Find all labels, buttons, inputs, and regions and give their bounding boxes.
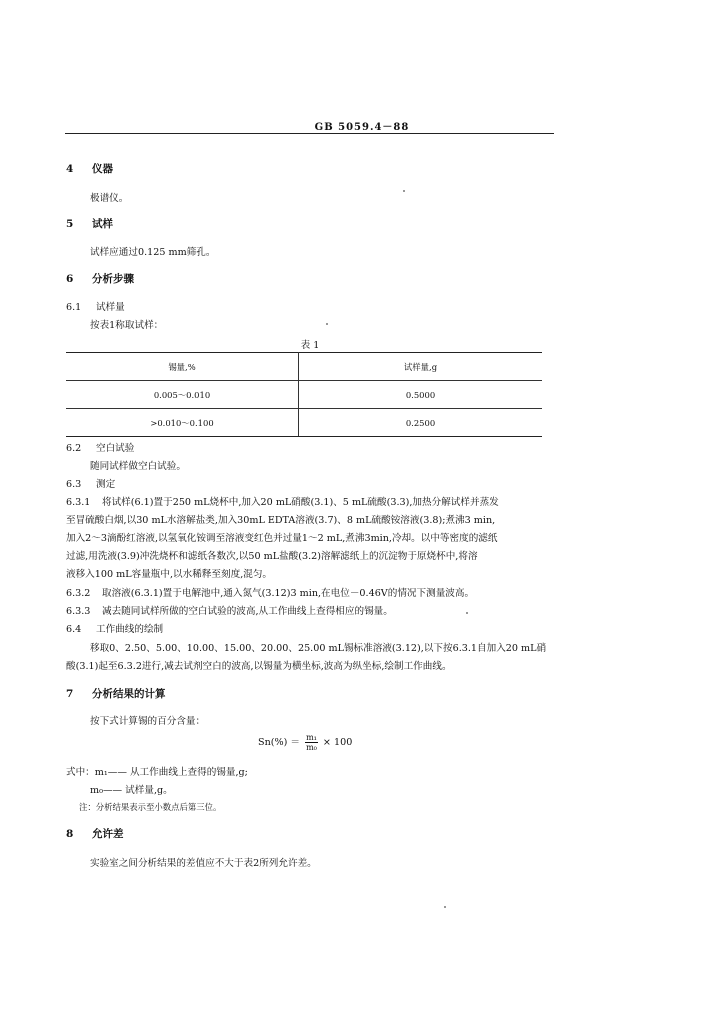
section-number: 6: [66, 273, 74, 285]
subsection-number: 6.2: [66, 443, 82, 454]
paragraph-6-3-1-line-5: 液移入100 mL容量瓶中,以水稀释至刻度,混匀。: [66, 569, 273, 580]
paragraph-6-4-line-2: 酸(3.1)起至6.3.2进行,减去试剂空白的波高,以锡量为横坐标,波高为纵坐标,绘制工作曲线。: [66, 661, 452, 672]
section-number: 5: [66, 218, 74, 230]
section-title: 分析结果的计算: [92, 688, 166, 700]
result-note: 注：分析结果表示至小数点后第三位。: [79, 802, 222, 812]
subsection-number: 6.3: [66, 479, 82, 490]
section-number: 8: [66, 828, 74, 840]
table-cell: 0.005～0.010: [66, 381, 299, 409]
subsection-title: 测定: [96, 479, 116, 490]
formula-fraction: [305, 733, 318, 752]
subsection-number: 6.3.3: [66, 606, 91, 617]
paragraph-6-3-1-line-2: 至冒硫酸白烟,以30 mL水溶解盐类,加入30mL EDTA溶液(3.7)、8 mL硫酸铵溶液(3.8);煮沸3 min,: [66, 515, 496, 526]
subsection-title: 空白试验: [96, 443, 135, 454]
paragraph-6-3-3: [66, 603, 393, 617]
subsection-number: 6.1: [66, 302, 82, 313]
section-title: 允许差: [92, 828, 124, 840]
scan-speck: [326, 323, 328, 325]
subsection-title: 试样量: [96, 302, 125, 313]
table-cell: >0.010～0.100: [66, 409, 299, 437]
paragraph-6-3-1-line-4: 过滤,用洗液(3.9)冲洗烧杯和滤纸各数次,以50 mL盐酸(3.2)溶解滤纸上的沉淀物于原烧杯中,将溶: [66, 551, 478, 562]
formula-numerator: m₁: [306, 733, 317, 742]
section-title: 分析步骤: [92, 273, 134, 285]
subsection-6-1-heading: [66, 299, 125, 313]
paragraph-6-4-line-1: 移取0、2.50、5.00、10.00、15.00、20.00、25.00 mL锡标准溶液(3.12),以下按6.3.1自加入20 mL硝: [90, 643, 547, 654]
subsection-number: 6.4: [66, 624, 82, 635]
table-header-tin-content: 锡量,%: [66, 353, 299, 381]
formula-where-line-2: m₀—— 试样量,g。: [90, 785, 173, 796]
formula-where-line-1: 式中：m₁—— 从工作曲线上查得的锡量,g;: [66, 767, 248, 778]
section-8-text: 实验室之间分析结果的差值应不大于表2所列允许差。: [90, 858, 317, 869]
table-row: [66, 381, 542, 409]
section-5-text: 试样应通过0.125 mm筛孔。: [90, 247, 216, 258]
subsection-6-2-heading: [66, 440, 134, 454]
subsection-6-4-heading: [66, 621, 163, 635]
formula-lhs: Sn(%) ＝: [258, 737, 300, 748]
section-8-heading: [66, 826, 124, 841]
subsection-6-2-text: 随同试样做空白试验。: [90, 461, 186, 472]
section-title: 仪器: [92, 163, 113, 175]
paragraph-text: 将试样(6.1)置于250 mL烧杯中,加入20 mL硝酸(3.1)、5 mL硫酸(3.3),加热分解试样并蒸发: [102, 497, 499, 508]
section-number: 4: [66, 163, 74, 175]
paragraph-text: 取溶液(6.3.1)置于电解池中,通入氮气(3.12)3 min,在电位－0.46V的情况下测量波高。: [102, 588, 475, 599]
scan-speck: [403, 190, 405, 192]
formula-rhs: × 100: [322, 737, 353, 748]
paragraph-6-3-1-line-1: [66, 494, 499, 508]
table-1-caption: 表 1: [300, 340, 320, 351]
formula-denominator: m₀: [306, 743, 317, 752]
table-cell: 0.5000: [299, 381, 543, 409]
subsection-number: 6.3.1: [66, 497, 91, 508]
table-header-row: [66, 353, 542, 381]
scan-speck: [466, 612, 468, 614]
section-7-heading: [66, 686, 166, 701]
section-7-intro: 按下式计算锡的百分含量：: [90, 716, 206, 727]
scan-speck: [444, 906, 446, 908]
paragraph-6-3-1-line-3: 加入2～3滴酚红溶液,以氢氧化铵调至溶液变红色并过量1～2 mL,煮沸3min,冷却。以中等密度的滤纸: [66, 533, 498, 544]
subsection-title: 工作曲线的绘制: [96, 624, 164, 635]
table-row: [66, 409, 542, 437]
header-rule: [65, 133, 554, 134]
section-6-heading: [66, 271, 134, 286]
paragraph-text: 减去随同试样所做的空白试验的波高,从工作曲线上查得相应的锡量。: [102, 606, 393, 617]
subsection-6-3-heading: [66, 476, 115, 490]
subsection-6-1-text: 按表1称取试样：: [90, 320, 164, 331]
subsection-number: 6.3.2: [66, 588, 91, 599]
section-4-heading: [66, 161, 113, 176]
table-cell: 0.2500: [299, 409, 543, 437]
paragraph-6-3-2: [66, 585, 474, 599]
section-title: 试样: [92, 218, 113, 230]
section-4-text: 极谱仪。: [90, 193, 129, 204]
section-number: 7: [66, 688, 74, 700]
sample-amount-table: [66, 352, 542, 437]
table-header-sample-mass: 试样量,g: [299, 353, 543, 381]
section-5-heading: [66, 216, 113, 231]
tin-percentage-formula: [258, 733, 352, 752]
standard-code-header: GB 5059.4－88: [314, 122, 410, 133]
